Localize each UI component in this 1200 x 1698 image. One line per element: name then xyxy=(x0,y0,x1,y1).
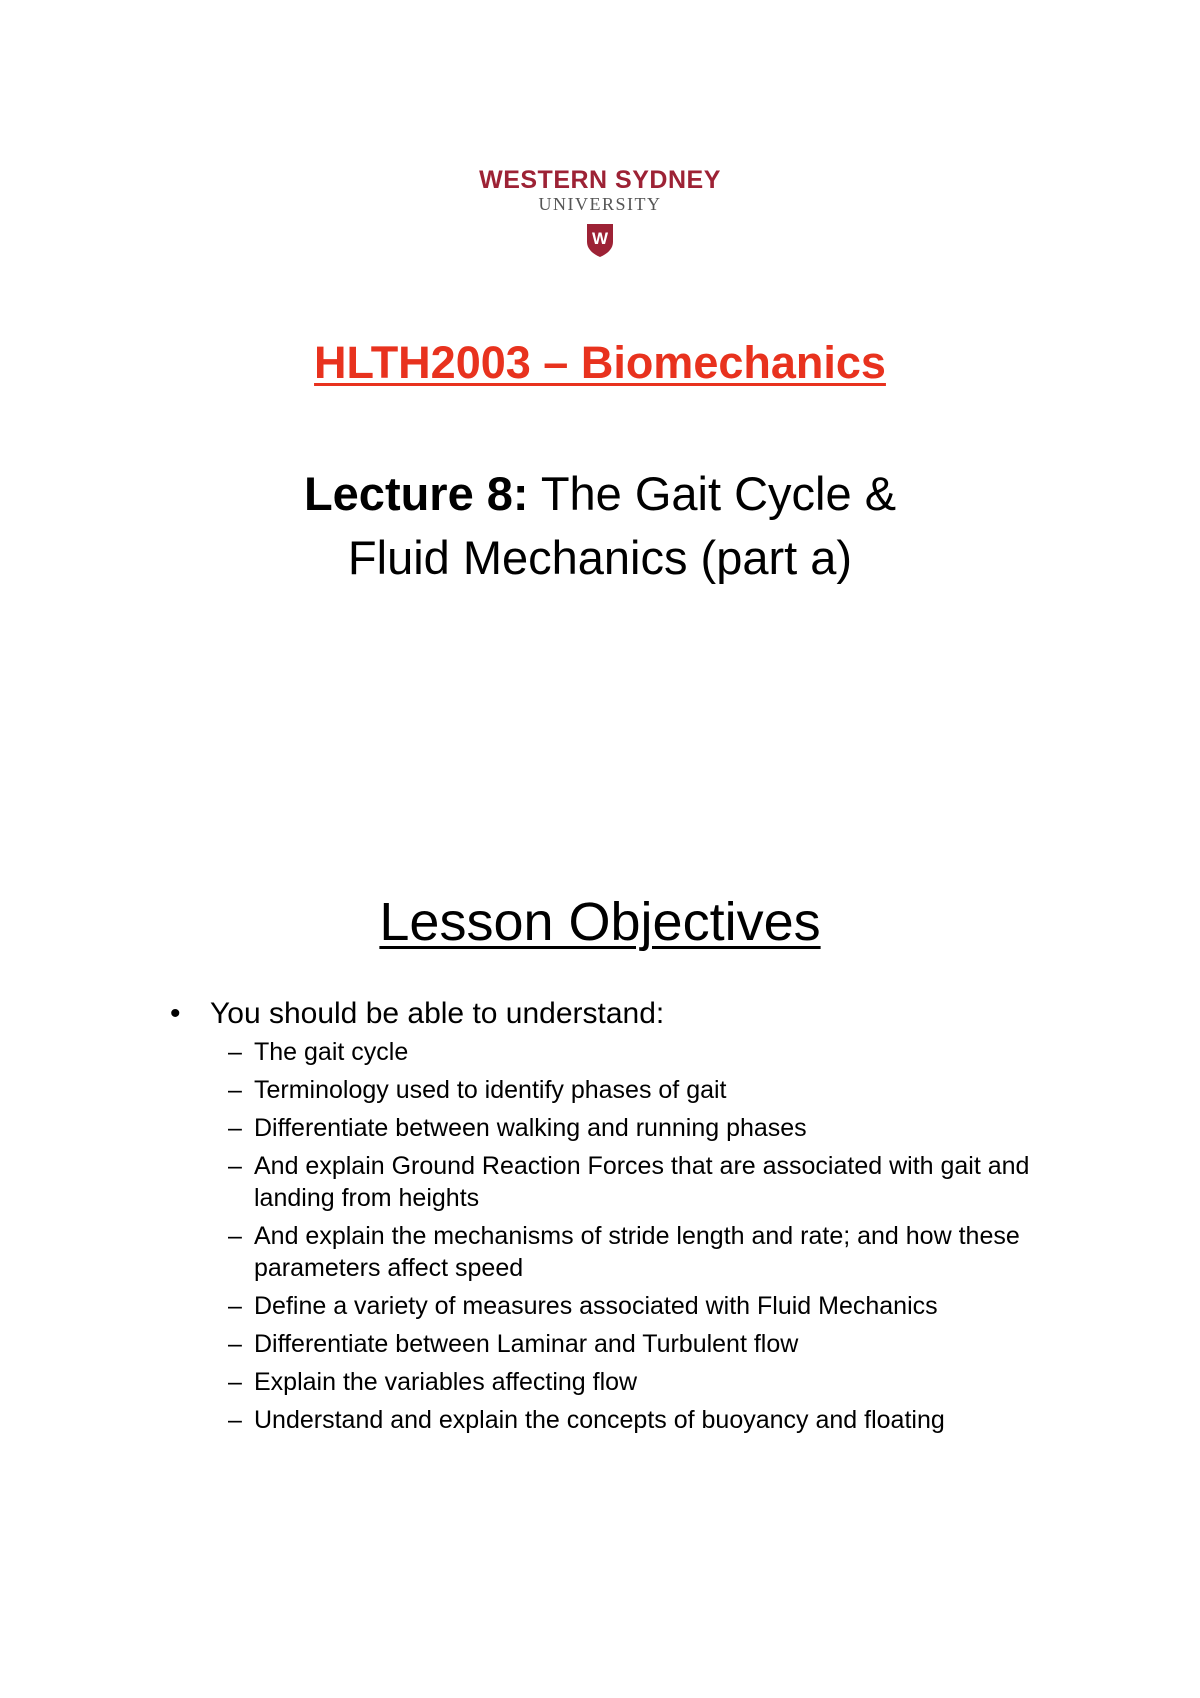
dash-icon: – xyxy=(228,1222,242,1250)
dash-icon: – xyxy=(228,1152,242,1180)
dash-icon: – xyxy=(228,1076,242,1104)
list-item: – Explain the variables affecting flow xyxy=(228,1368,638,1396)
university-logo xyxy=(0,166,1200,258)
lecture-title-text1: The Gait Cycle & xyxy=(540,467,897,520)
list-item: – Understand and explain the concepts of buoyancy and floating xyxy=(228,1406,945,1434)
bullet-icon: • xyxy=(170,997,181,1030)
objectives-intro-text: You should be able to understand: xyxy=(210,997,665,1030)
objectives-list xyxy=(228,1036,1048,1442)
university-crest-icon xyxy=(585,222,615,258)
lecture-title xyxy=(0,462,1200,590)
list-item: – Differentiate between Laminar and Turbulent flow xyxy=(228,1330,799,1358)
lecture-title-line1 xyxy=(0,462,1200,526)
list-item: – Define a variety of measures associated with Fluid Mechanics xyxy=(228,1292,938,1320)
lecture-title-line2: Fluid Mechanics (part a) xyxy=(347,531,853,584)
logo-name: WESTERN SYDNEY xyxy=(479,166,721,194)
dash-icon: – xyxy=(228,1330,242,1358)
course-title: HLTH2003 – Biomechanics xyxy=(314,337,886,388)
list-item: – And explain the mechanisms of stride length and rate; and how these parameters affect speed xyxy=(228,1222,1020,1282)
dash-icon: – xyxy=(228,1406,242,1434)
logo-subtitle: UNIVERSITY xyxy=(538,194,662,214)
list-item: – The gait cycle xyxy=(228,1038,409,1066)
dash-icon: – xyxy=(228,1368,242,1396)
dash-icon: – xyxy=(228,1038,242,1066)
objectives-heading: Lesson Objectives xyxy=(379,892,821,952)
lecture-label: Lecture 8: xyxy=(303,467,529,520)
list-item: – And explain Ground Reaction Forces that are associated with gait and landing from heights xyxy=(228,1152,1030,1212)
objectives-intro xyxy=(170,994,664,1034)
list-item: – Terminology used to identify phases of gait xyxy=(228,1076,727,1104)
crest-letter: W xyxy=(591,229,609,248)
dash-icon: – xyxy=(228,1114,242,1142)
list-item: – Differentiate between walking and running phases xyxy=(228,1114,807,1142)
dash-icon: – xyxy=(228,1292,242,1320)
